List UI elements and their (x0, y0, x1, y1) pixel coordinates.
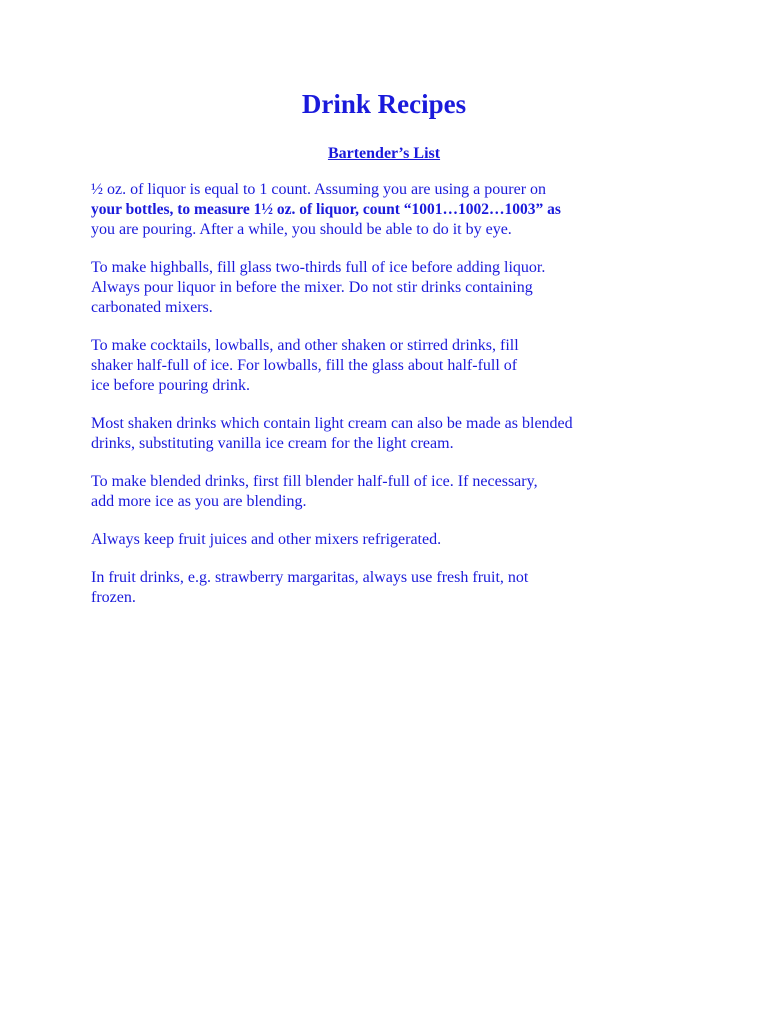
paragraph-line: you are pouring. After a while, you should be able to do it by eye. (91, 221, 512, 238)
paragraph-line: frozen. (91, 589, 136, 606)
paragraph-fruit-drinks (91, 568, 651, 608)
paragraph-line: drinks, substituting vanilla ice cream for the light cream. (91, 435, 454, 452)
paragraph-line: Always keep fruit juices and other mixers refrigerated. (91, 531, 442, 548)
paragraph-line: Most shaken drinks which contain light cream can also be made as blended (91, 415, 573, 432)
paragraph-highballs (91, 258, 651, 318)
paragraph-line: carbonated mixers. (91, 299, 213, 316)
paragraph-mixers (91, 530, 651, 550)
paragraph-line: To make blended drinks, first fill blender half-full of ice. If necessary, (91, 473, 538, 490)
page-subtitle: Bartender’s List (327, 145, 441, 162)
paragraph-line: your bottles, to measure 1½ oz. of liquor, count “1001…1002…1003” as (91, 201, 561, 218)
paragraph-line: ice before pouring drink. (91, 377, 251, 394)
paragraph-line: shaker half-full of ice. For lowballs, fill the glass about half-full of (91, 357, 518, 374)
paragraph-line: add more ice as you are blending. (91, 493, 307, 510)
paragraph-line: Always pour liquor in before the mixer. Do not stir drinks containing (91, 279, 533, 296)
paragraph-blended-drinks (91, 472, 651, 512)
paragraph-line: ½ oz. of liquor is equal to 1 count. Assuming you are using a pourer on (91, 181, 547, 198)
paragraph-line: In fruit drinks, e.g. strawberry margaritas, always use fresh fruit, not (91, 569, 529, 586)
page-title: Drink Recipes (301, 89, 467, 119)
paragraph-cocktails (91, 336, 651, 396)
document-body (91, 180, 651, 626)
paragraph-line: To make cocktails, lowballs, and other shaken or stirred drinks, fill (91, 337, 519, 354)
paragraph-measuring (91, 180, 651, 240)
paragraph-shaken-drinks (91, 414, 651, 454)
paragraph-line: To make highballs, fill glass two-thirds full of ice before adding liquor. (91, 259, 546, 276)
